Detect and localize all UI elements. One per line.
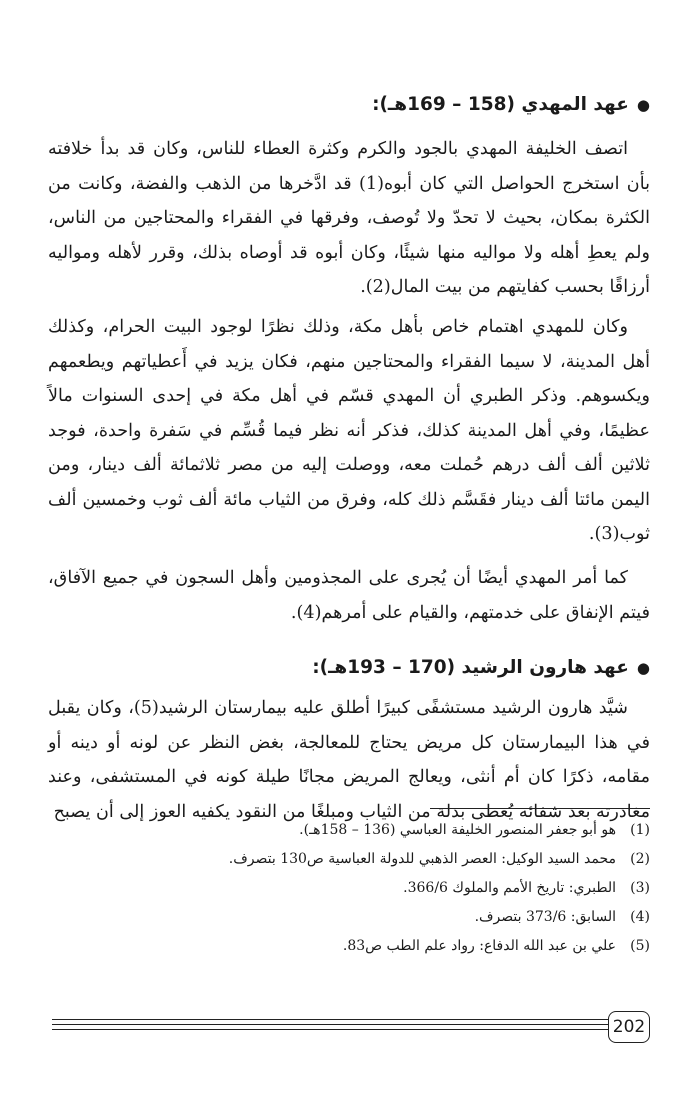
section-heading-mahdi <box>48 91 650 119</box>
section-title: عهد هارون الرشيد (170 – 193هـ): <box>312 657 629 678</box>
section-body-mahdi <box>48 132 650 305</box>
paragraph: كما أمر المهدي أيضًا أن يُجرى على المجذومين وأهل السجون في جميع الآفاق، فيتم الإنفاق على خدمتهم، والقيام على أمرهم(4). <box>48 568 650 623</box>
footnote-text: علي بن عبد الله الدفاع: رواد علم الطب ص83. <box>342 938 616 954</box>
footnote-item <box>48 903 650 932</box>
paragraph: شيَّد هارون الرشيد مستشفًى كبيرًا أطلق عليه بيمارستان الرشيد(5)، وكان يقبل في هذا البيمارستان كل مريض يحتاج للمعالجة، بغض النظر عن لونه أو دينه أو مقامه، ذكرًا كان أم أنثى، ويعالج المريض مجانًا طيلة كونه في المستشفى، وعند مغادرته بعد شفائه يُعطى بدلة من الثياب ومبلغًا من النقود يكفيه العوز إلى أن يصبح <box>48 698 650 822</box>
footnote-text: هو أبو جعفر المنصور الخليفة العباسي (136 – 158هـ). <box>299 822 616 838</box>
footnote-text: الطبري: تاريخ الأمم والملوك 366/6. <box>403 880 616 896</box>
paragraph: وكان للمهدي اهتمام خاص بأهل مكة، وذلك نظرًا لوجود البيت الحرام، وكذلك أهل المدينة، لا سيما الفقراء والمحتاجين منهم، فكان يزيد في أَعطياتهم ويطعمهم ويكسوهم. وذكر الطبري أن المهدي قسّم في أهل مكة في إحدى السنوات مالاً عظيمًا، وفي أهل المدينة كذلك، فذكر أنه نظر فيما قُسِّم في سَفرة واحدة، فوجد ثلاثين ألف ألف درهم حُملت معه، ووصلت إليه من مصر ثلاثمائة ألف دينار، ومن اليمن مائتا ألف دينار فقَسَّم ذلك كله، وفرق من الثياب مائة ألف ثوب وخمسين ألف ثوب(3). <box>48 317 650 544</box>
section-body-mahdi-2 <box>48 310 650 552</box>
page-footer-rule <box>52 1019 610 1035</box>
footnote-item <box>48 932 650 961</box>
footnote-separator <box>430 808 650 809</box>
footnote-number: (3) <box>630 880 650 896</box>
footnote-text: محمد السيد الوكيل: العصر الذهبي للدولة العباسية ص130 بتصرف. <box>228 851 616 867</box>
section-body-mahdi-3 <box>48 561 650 630</box>
bullet-icon: ● <box>636 659 650 677</box>
paragraph: اتصف الخليفة المهدي بالجود والكرم وكثرة العطاء للناس، وكان قد بدأ خلافته بأن استخرج الحواصل التي كان أبوه(1) قد ادَّخرها من الذهب والفضة، وكانت من الكثرة بمكان، بحيث لا تحدّ ولا تُوصف، وفرقها في الفقراء والمحتاجين من الناس، ولم يعطِ أهله ولا مواليه منها شيئًا، وكان أبوه قد أوصاه بذلك، وقرر لأهله ومواليه أرزاقًا بحسب كفايتهم من بيت المال(2). <box>48 139 650 297</box>
footnote-item <box>48 874 650 903</box>
footnote-number: (4) <box>630 909 650 925</box>
section-title: عهد المهدي (158 – 169هـ): <box>372 94 629 115</box>
footnote-number: (5) <box>630 938 650 954</box>
page-number: 202 <box>608 1011 650 1043</box>
footnotes-list <box>48 816 650 961</box>
footnote-number: (1) <box>630 822 650 838</box>
footnote-text: السابق: 373/6 بتصرف. <box>474 909 616 925</box>
bullet-icon: ● <box>636 96 650 114</box>
section-heading-rashid <box>48 654 650 682</box>
footnote-item <box>48 845 650 874</box>
footnote-item <box>48 816 650 845</box>
footnote-number: (2) <box>630 851 650 867</box>
